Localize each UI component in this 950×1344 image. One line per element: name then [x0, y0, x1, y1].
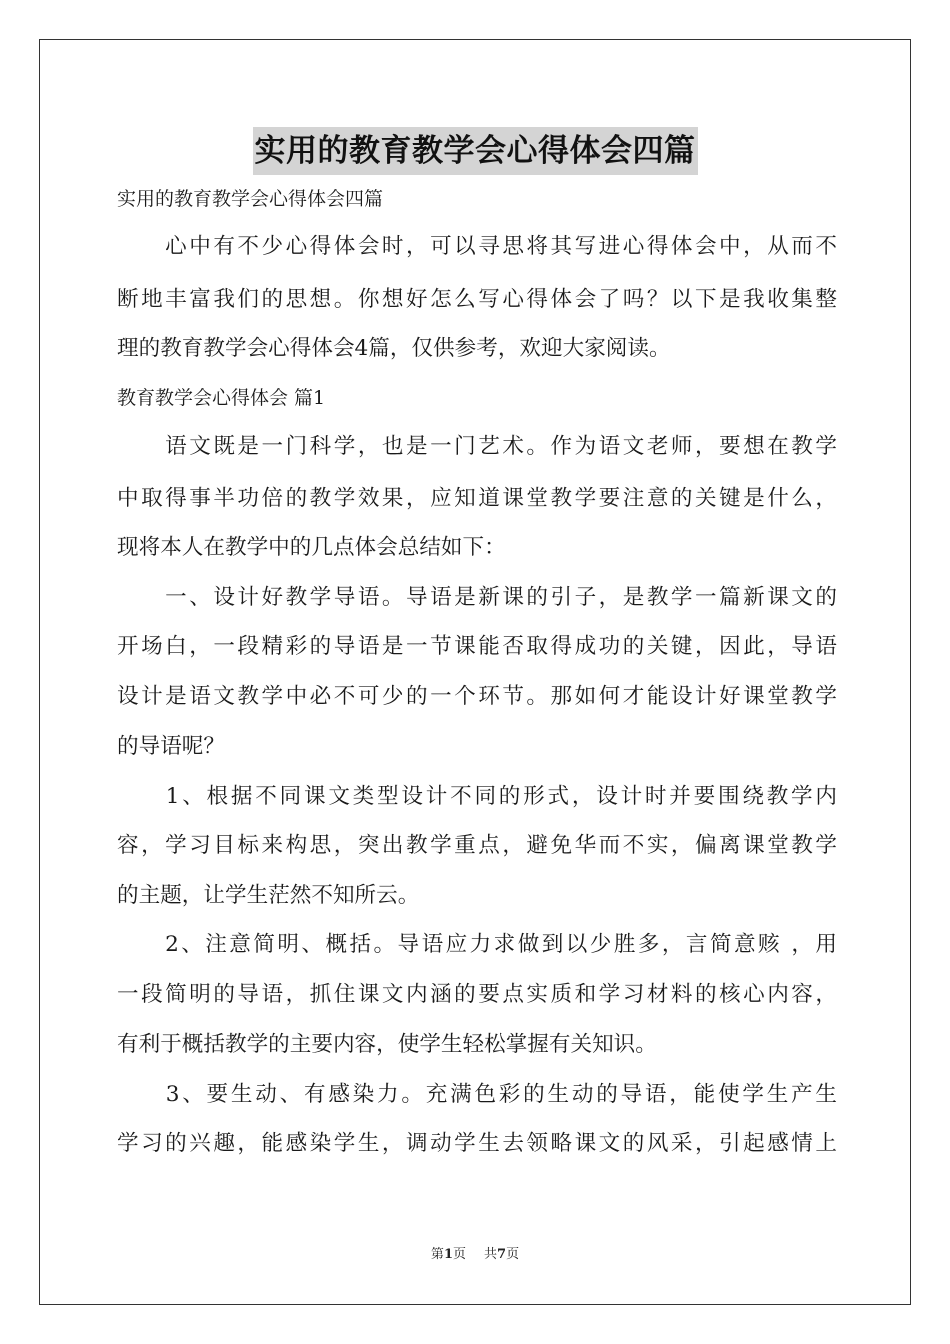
page-number-prefix: 第 — [430, 1247, 444, 1262]
paragraph-line: 断地丰富我们的思想。你想好怎么写心得体会了吗？以下是我收集整 — [117, 287, 837, 312]
section-heading: 教育教学会心得体会 篇1 — [117, 387, 326, 409]
paragraph-line: 理的教育教学会心得体会4篇，仅供参考，欢迎大家阅读。 — [117, 336, 671, 361]
paragraph-line: 心中有不少心得体会时，可以寻思将其写进心得体会中，从而不 — [117, 234, 837, 259]
paragraph-line: 有利于概括教学的主要内容，使学生轻松掌握有关知识。 — [117, 1032, 657, 1057]
paragraph-line: 的导语呢？ — [117, 734, 225, 759]
subtitle-line: 实用的教育教学会心得体会四篇 — [117, 188, 384, 210]
paragraph-line: 语文既是一门科学，也是一门艺术。作为语文老师，要想在教学 — [117, 434, 837, 459]
paragraph-line: 一、设计好教学导语。导语是新课的引子，是教学一篇新课文的 — [117, 585, 837, 610]
paragraph-line: 中取得事半功倍的教学效果，应知道课堂教学要注意的关键是什么， — [117, 486, 837, 511]
page-border — [39, 39, 911, 1305]
page-total-count: 7 — [497, 1247, 507, 1262]
paragraph-line: 学习的兴趣，能感染学生，调动学生去领略课文的风采，引起感情上 — [117, 1131, 837, 1156]
page-total-unit: 页 — [506, 1247, 520, 1262]
paragraph-line: 开场白，一段精彩的导语是一节课能否取得成功的关键，因此，导语 — [117, 634, 837, 659]
paragraph-line: 容，学习目标来构思，突出教学重点，避免华而不实，偏离课堂教学 — [117, 833, 837, 858]
page-number-unit: 页 — [452, 1247, 466, 1262]
page-footer — [0, 1245, 950, 1265]
document-title-text: 实用的教育教学会心得体会四篇 — [253, 127, 698, 175]
paragraph-line: 现将本人在教学中的几点体会总结如下： — [117, 535, 506, 560]
paragraph-line: 1、根据不同课文类型设计不同的形式，设计时并要围绕教学内 — [117, 784, 837, 809]
paragraph-line: 设计是语文教学中必不可少的一个环节。那如何才能设计好课堂教学 — [117, 684, 837, 709]
paragraph-line: 的主题，让学生茫然不知所云。 — [117, 883, 420, 908]
paragraph-line: 一段简明的导语，抓住课文内涵的要点实质和学习材料的核心内容， — [117, 982, 837, 1007]
paragraph-line: 3、要生动、有感染力。充满色彩的生动的导语，能使学生产生 — [117, 1082, 837, 1107]
paragraph-line: 2、注意简明、概括。导语应力求做到以少胜多，言简意赅 ，用 — [117, 932, 837, 957]
page-total-prefix: 共 — [484, 1247, 498, 1262]
document-title — [0, 126, 950, 175]
page-number-current: 1 — [443, 1247, 453, 1262]
